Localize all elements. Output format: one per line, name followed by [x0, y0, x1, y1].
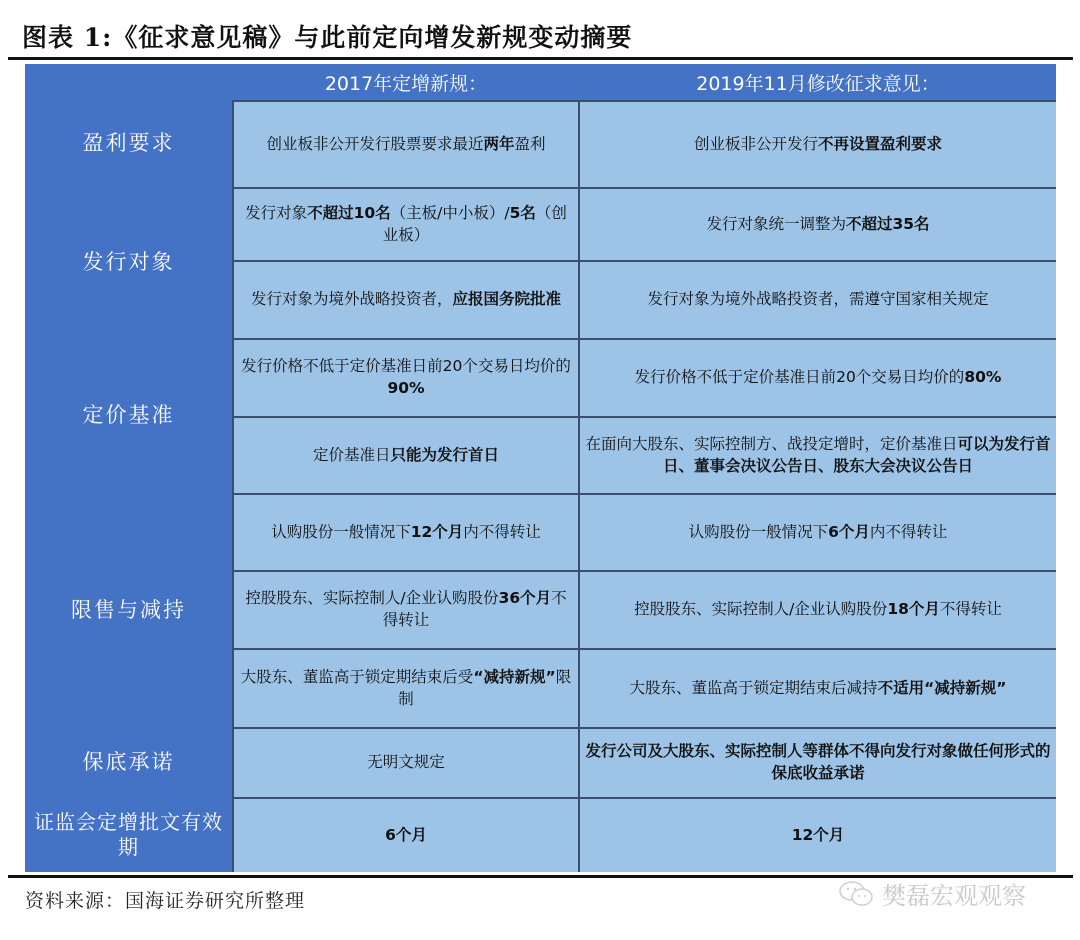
figure-title: 图表 1:《征求意见稿》与此前定向增发新规变动摘要	[22, 23, 633, 52]
cell-text: 发行对象为境外战略投资者，应报国务院批准	[250, 290, 562, 309]
watermark-text: 樊磊宏观观察	[882, 882, 1026, 910]
cell-text: 大股东、董监高于锁定期结束后减持不适用“减持新规”	[629, 678, 1007, 697]
category-lockup-reduction: 限售与减持	[71, 597, 186, 622]
table-row	[232, 187, 1056, 260]
cell-text: 认购股份一般情况下12个月内不得转让	[271, 522, 541, 541]
cell-2017	[232, 102, 580, 187]
cell-2019	[580, 102, 1056, 187]
cell-text: 创业板非公开发行股票要求最近两年盈利	[266, 134, 546, 153]
cell-2019	[580, 418, 1056, 493]
table-row	[232, 338, 1056, 416]
top-rule	[8, 57, 1073, 60]
cell-text: 发行对象不超过10名（主板/中小板）/5名（创业板）	[245, 203, 567, 244]
cell-2019	[580, 495, 1056, 570]
cell-text: 发行对象统一调整为不超过35名	[706, 214, 930, 233]
cell-text: 12个月	[791, 825, 845, 844]
cell-text: 创业板非公开发行不再设置盈利要求	[693, 134, 943, 153]
cell-2017	[232, 572, 580, 648]
table-row	[232, 648, 1056, 727]
cell-2019	[580, 729, 1056, 797]
cell-2017	[232, 799, 580, 872]
cell-2017	[232, 650, 580, 727]
category-guarantee-commitment: 保底承诺	[82, 749, 175, 774]
cell-text: 6个月	[385, 825, 427, 844]
cell-2017	[232, 495, 580, 570]
table-row	[232, 570, 1056, 648]
category-approval-validity: 证监会定增批文有效期	[34, 809, 223, 859]
table-header-row	[232, 64, 1056, 100]
header-2017-rules: 2017年定增新规：	[324, 72, 488, 95]
cell-2019	[580, 650, 1056, 727]
cell-2019	[580, 340, 1056, 416]
table-row	[232, 493, 1056, 570]
table-row	[232, 797, 1056, 872]
cell-text: 控股股东、实际控制人/企业认购股份18个月不得转让	[634, 600, 1002, 619]
table-row	[232, 727, 1056, 797]
table-row	[232, 416, 1056, 493]
cell-2019	[580, 262, 1056, 338]
cell-text: 发行公司及大股东、实际控制人等群体不得向发行对象做任何形式的保底收益承诺	[585, 742, 1051, 782]
cell-text: 大股东、董监高于锁定期结束后受“减持新规”限制	[240, 667, 572, 708]
cell-2017	[232, 418, 580, 493]
cell-text: 定价基准日只能为发行首日	[312, 445, 500, 464]
source-note: 资料来源：国海证券研究所整理	[25, 890, 306, 912]
cell-2017	[232, 189, 580, 260]
header-2019-draft: 2019年11月修改征求意见：	[696, 72, 940, 95]
cell-2019	[580, 572, 1056, 648]
cell-2017	[232, 729, 580, 797]
table-row	[232, 100, 1056, 187]
cell-2017	[232, 262, 580, 338]
wechat-icon	[838, 880, 876, 908]
cell-text: 无明文规定	[367, 753, 445, 772]
cell-text: 在面向大股东、实际控制方、战投定增时，定价基准日可以为发行首日、董事会决议公告日、股东大会决议公告日	[585, 434, 1051, 475]
category-profit-requirement: 盈利要求	[82, 131, 175, 156]
watermark	[838, 876, 1026, 911]
cell-2019	[580, 189, 1056, 260]
category-issuance-targets: 发行对象	[82, 250, 175, 275]
cell-text: 发行对象为境外战略投资者，需遵守国家相关规定	[647, 290, 989, 309]
table-row	[232, 260, 1056, 338]
cell-text: 控股股东、实际控制人/企业认购股份36个月不得转让	[245, 589, 567, 629]
category-pricing-benchmark: 定价基准	[82, 403, 175, 428]
cell-text: 发行价格不低于定价基准日前20个交易日均价的90%	[241, 357, 571, 397]
cell-2019	[580, 799, 1056, 872]
comparison-table	[25, 64, 1056, 872]
cell-2017	[232, 340, 580, 416]
cell-text: 发行价格不低于定价基准日前20个交易日均价的80%	[634, 368, 1002, 387]
cell-text: 认购股份一般情况下6个月内不得转让	[688, 522, 948, 541]
